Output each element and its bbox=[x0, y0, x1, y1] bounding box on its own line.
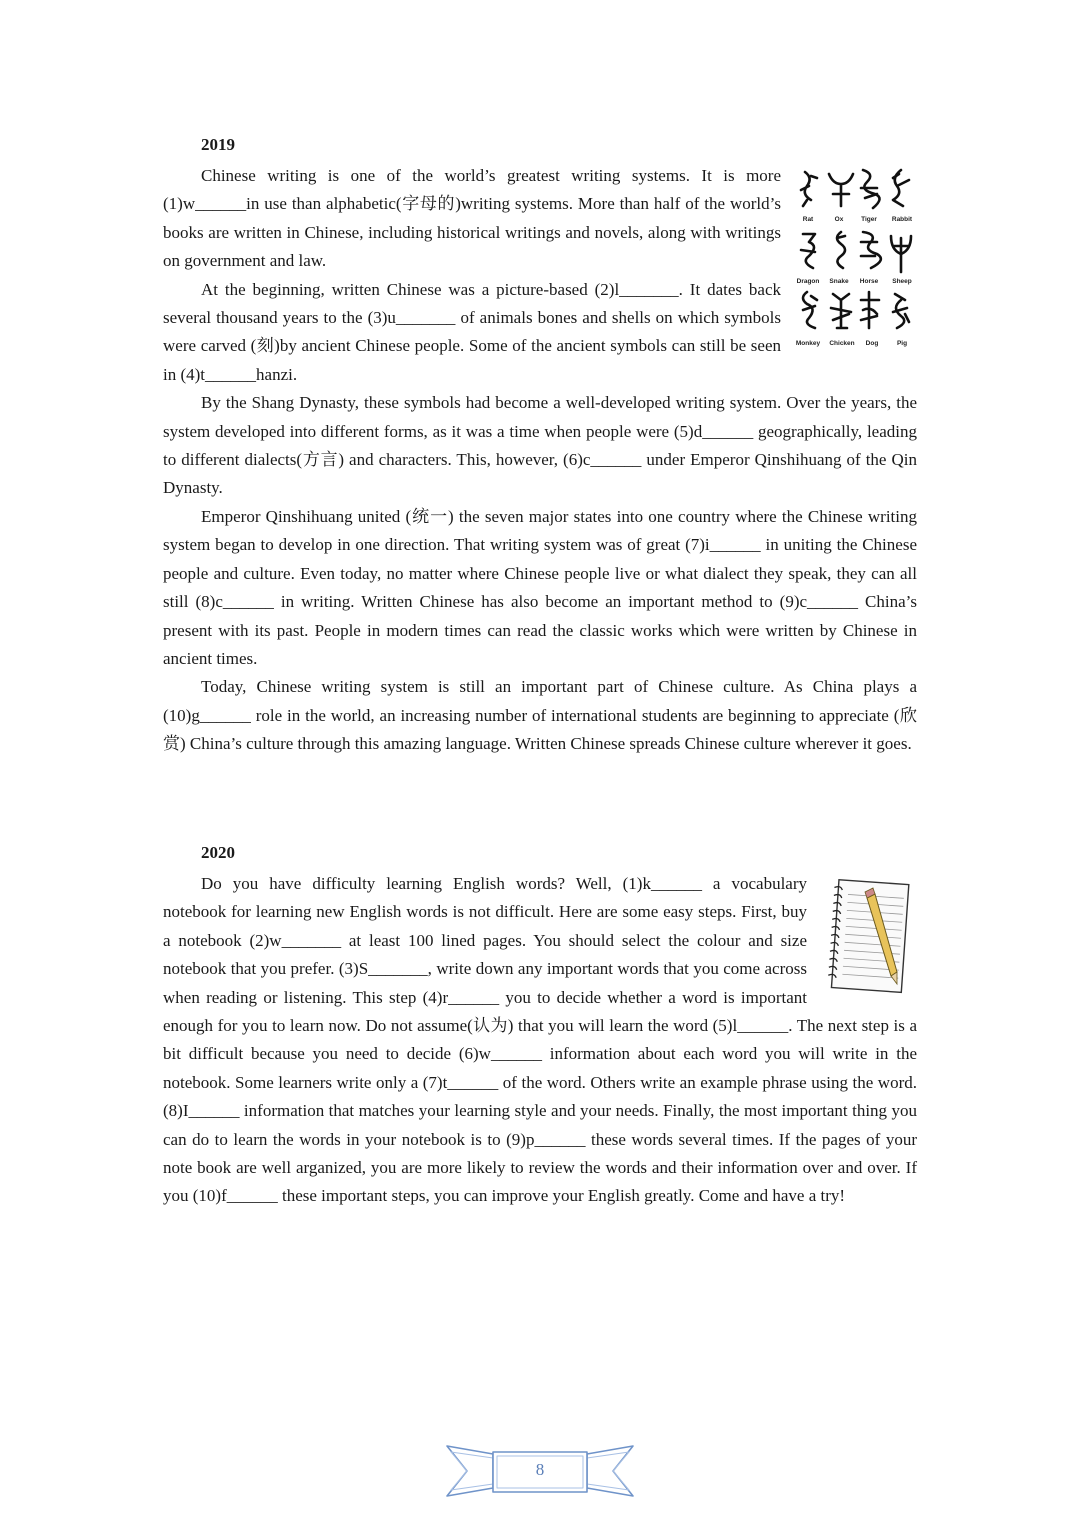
paragraph: Emperor Qinshihuang united (统一) the seven major states into one country where the Chinese writing system began to develop in one direction. That writing system was of great (7)i______ in uniting the Chinese people and culture. Even today, no matter where Chinese people live or what dialect they speak, they can all still (8)c______ in writing. Written Chinese has also become an important method to (9)c______ China’s present with its past. People in modern times can read the classic works which were written by Chinese in ancient times. bbox=[163, 506, 917, 668]
zodiac-label: Rabbit bbox=[891, 216, 913, 223]
ox-glyph-icon bbox=[829, 174, 853, 206]
zodiac-label: Sheep bbox=[892, 278, 912, 285]
zodiac-label: Pig bbox=[896, 340, 908, 347]
page-footer bbox=[445, 1442, 635, 1500]
dog-glyph-icon bbox=[861, 292, 879, 328]
paragraph: Do you have difficulty learning English words? Well, (1)k______ a vocabulary notebook for learning new English words is not difficult. Here are some easy steps. First, buy a notebook (2)w_______ at least 100 lined pages. You should select the colour and size notebook that you prefer. (3)S_______, write down any important words that you come across when reading or listening. This step (4)r______ you to decide whether a word is important enough for you to learn now. Do not assume(认为) that you will learn the word (5)l______. The next step is a bit difficult because you need to decide (6)w______ information about each word you will write in the notebook. Some learners write only a (7)t______ of the word. Others write an example phrase using the word. (8)I______ information that matches your learning style and your needs. Finally, the most important thing you can do to learn the words in your notebook is to (9)p______ these words several times. If the pages of your note book are well arganized, you are more likely to review the words and their information over and over. If you (10)f______ these important steps, you can improve your English greatly. Come and have a try! bbox=[163, 874, 917, 1206]
sheep-glyph-icon bbox=[891, 236, 911, 272]
tiger-glyph-icon bbox=[861, 170, 880, 208]
zodiac-label: Tiger bbox=[861, 216, 877, 223]
zodiac-label: Rat bbox=[802, 216, 814, 223]
section-2019 bbox=[163, 134, 917, 759]
dragon-glyph-icon bbox=[801, 234, 815, 268]
paragraph: By the Shang Dynasty, these symbols had become a well-developed writing system. Over the years, the system developed into different forms, as it was a time when people were (5)d______ geographically, leading to different dialects(方言) and characters. This, however, (6)c______ under Emperor Qinshihuang of the Qin Dynasty. bbox=[163, 393, 917, 498]
zodiac-label: Monkey bbox=[795, 340, 821, 347]
section-2020 bbox=[163, 842, 917, 1211]
snake-glyph-icon bbox=[837, 232, 845, 268]
section-year-2019: 2019 bbox=[201, 135, 235, 154]
zodiac-label: Chicken bbox=[829, 340, 855, 347]
zodiac-label: Snake bbox=[829, 278, 849, 285]
zodiac-label: Ox bbox=[834, 216, 844, 223]
monkey-glyph-icon bbox=[803, 292, 817, 328]
paragraph: Chinese writing is one of the world’s greatest writing systems. It is more (1)w______in use than alphabetic(字母的)writing systems. More than half of the world’s books are written in Chinese, including historical writings and novels, along with writings on government and law. bbox=[163, 166, 781, 271]
page-number: 8 bbox=[535, 1460, 545, 1479]
zodiac-label: Dragon bbox=[796, 278, 820, 285]
horse-glyph-icon bbox=[861, 232, 881, 268]
zodiac-label: Horse bbox=[859, 278, 879, 285]
notebook-pencil-icon bbox=[821, 874, 917, 1002]
paragraph: At the beginning, written Chinese was a picture-based (2)l_______. It dates back several thousand years to the (3)u_______ of animals bones and shells on which symbols were carved (刻)by ancient Chinese people. Some of the ancient symbols can still be seen in (4)t______hanzi. bbox=[163, 279, 781, 384]
paragraph: Today, Chinese writing system is still an important part of Chinese culture. As China plays a (10)g______ role in the world, an increasing number of international students are beginning to appreciate (欣赏) China’s culture through this amazing language. Written Chinese spreads Chinese culture wherever it goes. bbox=[163, 677, 917, 754]
pig-glyph-icon bbox=[893, 294, 909, 328]
section-year-2020: 2020 bbox=[201, 843, 235, 862]
zodiac-label: Dog bbox=[865, 340, 879, 347]
rat-glyph-icon bbox=[801, 172, 817, 206]
chicken-glyph-icon bbox=[831, 294, 851, 328]
rabbit-glyph-icon bbox=[893, 170, 909, 206]
oracle-zodiac-figure bbox=[793, 166, 917, 352]
